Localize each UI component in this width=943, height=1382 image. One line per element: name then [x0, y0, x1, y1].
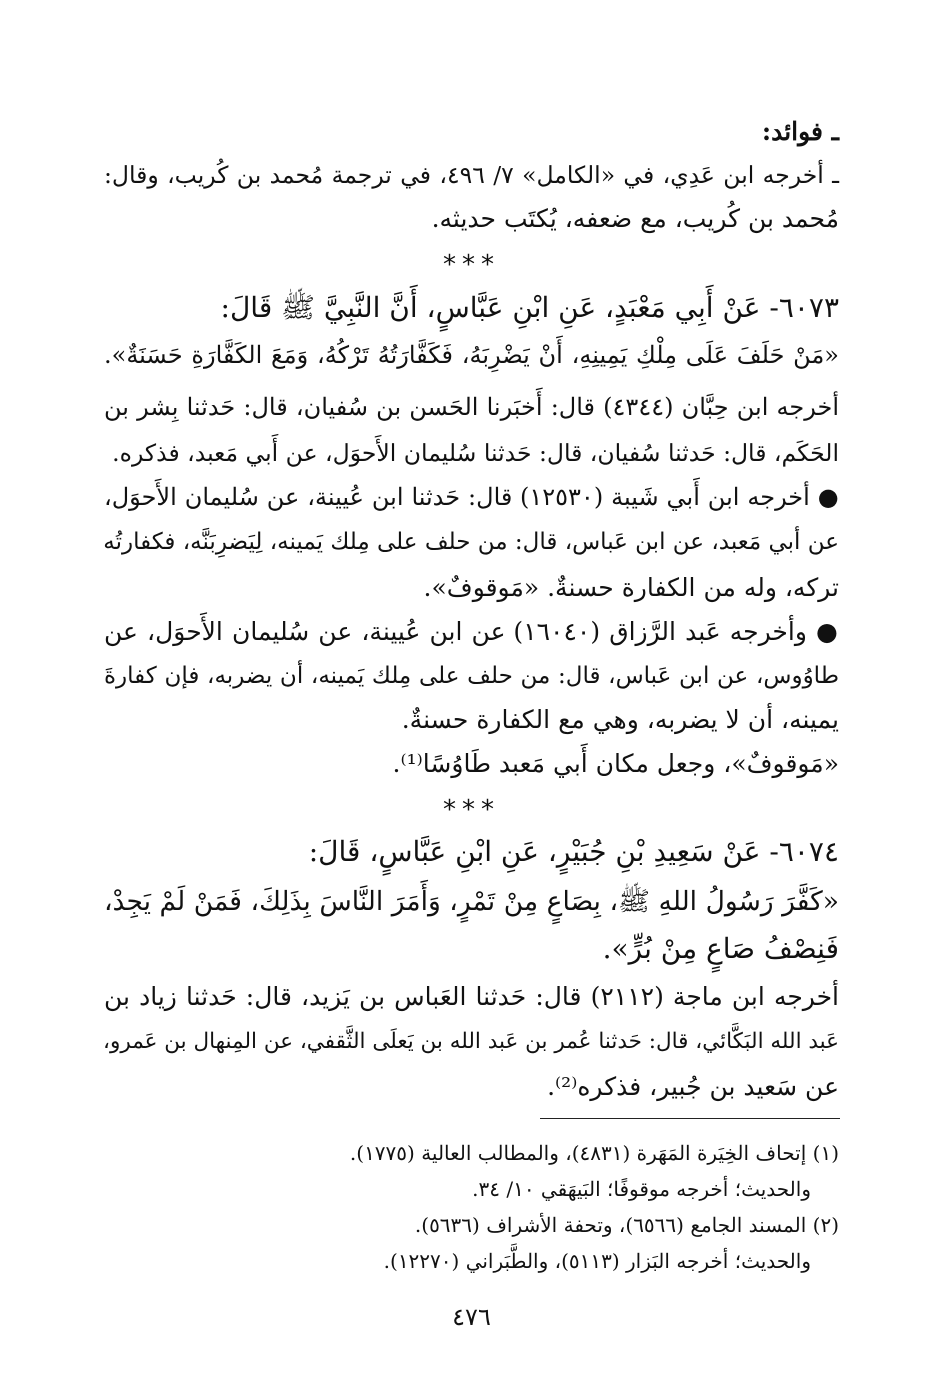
hadith-6074-title: ٦٠٧٤- عَنْ سَعِيدِ بْنِ جُبَيْرٍ، عَنِ ابْنِ عَبَّاسٍ، قَالَ:: [308, 835, 839, 868]
footnote-line: والحديث؛ أخرجه البَزار (٥١١٣)، والطَّبَراني (١٢٢٧٠).: [383, 1249, 811, 1273]
takhrij-abd-razzaq-line: طاوُوس، عن ابن عَباس، قال: من حلف على مِلك يَمينه، أن يضربه، فإن كفارةَ: [104, 663, 839, 689]
takhrij-abi-shayba-line: تركه، وله من الكفارة حسنةٌ. «مَوقوفٌ».: [423, 573, 839, 602]
footnote-line: والحديث؛ أخرجه موقوفًا؛ البَيهَقي ١٠/ ٣٤.: [472, 1177, 811, 1201]
page-number: ٤٧٦: [452, 1303, 491, 1331]
benefit-line: ـ أخرجه ابن عَدِي، في «الكامل» ٧/ ٤٩٦، في ترجمة مُحمد بن كُريب، وقال:: [104, 161, 840, 189]
takhrij-line: أخرجه ابن ماجة (٢١١٢) قال: حَدثنا العَباس بن يَزيد، قال: حَدثنا زياد بن: [104, 982, 839, 1011]
separator-stars: ***: [443, 795, 500, 825]
takhrij-abd-razzaq-line: يمينه، أن لا يضربه، وهي مع الكفارة حسنةٌ.: [401, 705, 839, 734]
section-heading-benefits: ـ فوائد:: [761, 117, 839, 146]
takhrij-line: عَبد الله البَكَّائي، قال: حَدثنا عُمر بن عَبد الله بن يَعلَى الثَّقفي، عن المِنهال بن عَمرو،: [103, 1029, 839, 1054]
takhrij-abi-shayba-line: ● أخرجه ابن أَبي شَيبة (١٢٥٣٠) قال: حَدثنا ابن عُيينة، عن سُليمان الأَحوَل،: [104, 483, 839, 511]
benefit-line: مُحمد بن كُريب، مع ضعفه، يُكتَب حديثه.: [431, 204, 839, 233]
takhrij-abi-shayba-line: عن أبي مَعبد، عن ابن عَباس، قال: من حلف على مِلك يَمينه، لِيَضرِبَنَّه، فكفارتُه: [103, 529, 839, 555]
footnote-divider: [540, 1118, 840, 1119]
footnote-line: (١) إتحاف الخِيَرة المَهَرة (٤٨٣١)، والمطالب العالية (١٧٧٥).: [349, 1141, 839, 1165]
takhrij-abd-razzaq-line: ● وأخرجه عَبد الرَّزاق (١٦٠٤٠) عن ابن عُيينة، عن سُليمان الأَحوَل، عن: [104, 617, 839, 646]
hadith-6074-matn: فَنِصْفُ صَاعٍ مِنْ بُرٍّ».: [602, 932, 839, 965]
separator-stars: ***: [443, 250, 500, 280]
takhrij-abd-razzaq-line: «مَوقوفٌ»، وجعل مكان أَبي مَعبد طَاوُسًا⁽¹⁾.: [392, 749, 839, 778]
footnote-line: (٢) المسند الجامع (٦٥٦٦)، وتحفة الأشراف (٥٦٣٦).: [414, 1213, 839, 1237]
takhrij-line: عن سَعيد بن جُبير، فذكره⁽²⁾.: [547, 1072, 839, 1101]
hadith-6074-matn: «كَفَّرَ رَسُولُ اللهِ ﷺ، بِصَاعٍ مِنْ تَمْرٍ، وَأَمَرَ النَّاسَ بِذَلِكَ، فَمَنْ لَمْ يَجِدْ،: [104, 886, 839, 917]
hadith-6073-matn: «مَنْ حَلَفَ عَلَى مِلْكِ يَمِينِهِ، أَنْ يَضْرِبَهُ، فَكَفَّارَتُهُ تَرْكُهُ، وَمَعَ الكَفَّارَةِ حَسَنَةٌ».: [104, 341, 839, 369]
takhrij-line: أخرجه ابن حِبَّان (٤٣٤٤) قال: أَخبَرنا الحَسن بن سُفيان، قال: حَدثنا بِشر بن: [104, 393, 839, 421]
hadith-6073-title: ٦٠٧٣- عَنْ أَبِي مَعْبَدٍ، عَنِ ابْنِ عَبَّاسٍ، أَنَّ النَّبِيَّ ﷺ قَالَ:: [220, 291, 839, 324]
takhrij-line: الحَكَم، قال: حَدثنا سُفيان، قال: حَدثنا سُليمان الأَحوَل، عن أَبي مَعبد، فذكره.: [112, 439, 839, 467]
